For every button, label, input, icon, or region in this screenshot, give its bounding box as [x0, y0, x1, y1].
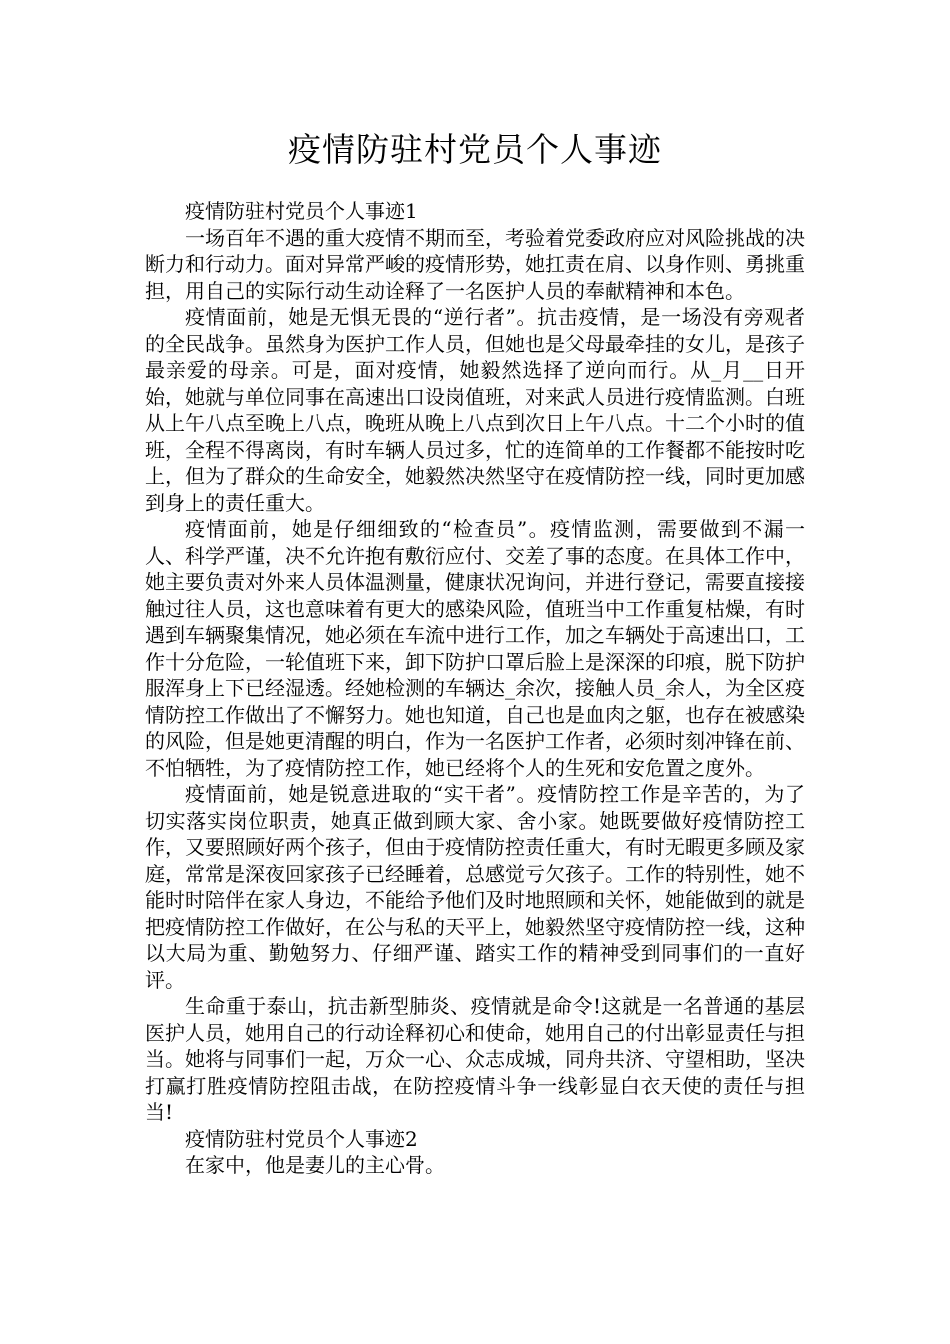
section-2 [145, 1126, 805, 1179]
paragraph: 疫情面前，她是锐意进取的“实干者”。疫情防控工作是辛苦的，为了切实落实岗位职责，她真正做到顾大家、舍小家。她既要做好疫情防控工作，又要照顾好两个孩子，但由于疫情防控责任重大，有时无暇更多顾及家庭，常常是深夜回家孩子已经睡着，总感觉亏欠孩子。工作的特别性，她不能时时陪伴在家人身边，不能给予他们及时地照顾和关怀，她能做到的就是把疫情防控工作做好，在公与私的天平上，她毅然坚守疫情防控一线，这种以大局为重、勤勉努力、仔细严谨、踏实工作的精神受到同事们的一直好评。 [145, 782, 805, 992]
paragraph: 在家中，他是妻儿的主心骨。 [185, 1153, 445, 1177]
section-1 [145, 198, 805, 1126]
section-heading: 疫情防驻村党员个人事迹1 [185, 199, 418, 223]
paragraph: 疫情面前，她是无惧无畏的“逆行者”。抗击疫情，是一场没有旁观者的全民战争。虽然身为医护工作人员，但她也是父母最牵挂的女儿，是孩子最亲爱的母亲。可是，面对疫情，她毅然选择了逆向而行。从_月__日开始，她就与单位同事在高速出口设岗值班，对来武人员进行疫情监测。白班从上午八点至晚上八点，晚班从晚上八点到次日上午八点。十二个小时的值班，全程不得离岗，有时车辆人员过多，忙的连简单的工作餐都不能按时吃上，但为了群众的生命安全，她毅然决然坚守在疫情防控一线，同时更加感到身上的责任重大。 [145, 305, 805, 515]
document-title: 疫情防驻村党员个人事迹 [288, 130, 662, 169]
document-page [145, 128, 805, 1179]
paragraph: 生命重于泰山，抗击新型肺炎、疫情就是命令!这就是一名普通的基层医护人员，她用自己的行动诠释初心和使命，她用自己的付出彰显责任与担当。她将与同事们一起，万众一心、众志成城，同舟共济、守望相助，坚决打赢打胜疫情防控阻击战，在防控疫情斗争一线彰显白衣天使的责任与担当! [145, 994, 805, 1124]
paragraph: 疫情面前，她是仔细细致的“检查员”。疫情监测，需要做到不漏一人、科学严谨，决不允许抱有敷衍应付、交差了事的态度。在具体工作中，她主要负责对外来人员体温测量，健康状况询问，并进行登记，需要直接接触过往人员，这也意味着有更大的感染风险，值班当中工作重复枯燥，有时遇到车辆聚集情况，她必须在车流中进行工作，加之车辆处于高速出口，工作十分危险，一轮值班下来，卸下防护口罩后脸上是深深的印痕，脱下防护服浑身上下已经湿透。经她检测的车辆达_余次，接触人员_余人，为全区疫情防控工作做出了不懈努力。她也知道，自己也是血肉之躯，也存在被感染的风险，但是她更清醒的明白，作为一名医护工作者，必须时刻冲锋在前、不怕牺牲，为了疫情防控工作，她已经将个人的生死和安危置之度外。 [145, 517, 805, 780]
paragraph: 一场百年不遇的重大疫情不期而至，考验着党委政府应对风险挑战的决断力和行动力。面对异常严峻的疫情形势，她扛责在肩、以身作则、勇挑重担，用自己的实际行动生动诠释了一名医护人员的奉献精神和本色。 [145, 225, 805, 303]
section-heading: 疫情防驻村党员个人事迹2 [185, 1126, 418, 1151]
